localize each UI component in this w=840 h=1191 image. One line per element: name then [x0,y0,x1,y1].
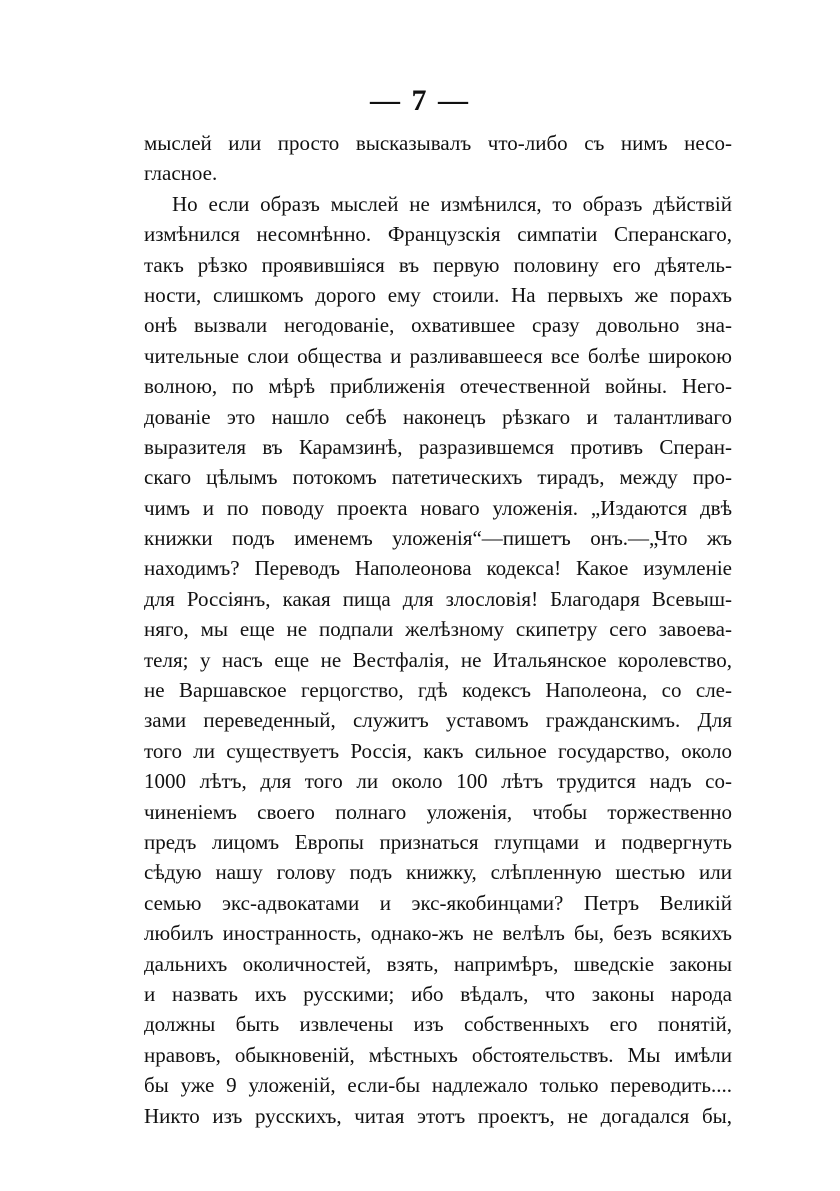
text-line: няго, мы еще не подпали желѣзному скипетру сего завоева- [144,617,732,642]
text-line: чительные слои общества и разливавшееся все болѣе широкою [144,343,732,368]
page-number: — 7 — [370,84,470,117]
text-line: не Варшавское герцогство, гдѣ кодексъ Наполеона, со сле- [144,678,732,703]
text-line: ности, слишкомъ дорого ему стоили. На первыхъ же порахъ [144,282,732,307]
text-line: находимъ? Переводъ Наполеонова кодекса! Какое изумленіе [144,556,732,581]
text-line: онѣ вызвали негодованіе, охватившее сразу довольно зна- [144,313,732,338]
text-line: 1000 лѣтъ, для того ли около 100 лѣтъ трудится надъ со- [144,769,732,794]
text-line: семью экс-адвокатами и экс-якобинцами? Петръ Великій [144,890,732,915]
text-line: бы уже 9 уложеній, если-бы надлежало только переводить.... [144,1073,732,1098]
text-line: измѣнился несомнѣнно. Французскія симпатіи Сперанскаго, [144,222,732,247]
text-line: любилъ иностранность, однако-жъ не велѣлъ бы, безъ всякихъ [144,921,732,946]
text-line: теля; у насъ еще не Вестфалія, не Итальянское королевство, [144,647,732,672]
text-line: должны быть извлечены изъ собственныхъ его понятій, [144,1012,732,1037]
text-line: для Россіянъ, какая пища для злословія! Благодаря Всевыш- [144,586,732,611]
text-line: сѣдую нашу голову подъ книжку, слѣпленную шестью или [144,860,732,885]
body-text [144,128,732,1131]
text-line: мыслей или просто высказывалъ что-либо съ нимъ несо- [144,131,732,155]
text-line: волною, по мѣрѣ приближенія отечественной войны. Него- [144,374,732,399]
text-line: и назвать ихъ русскими; ибо вѣдалъ, что законы народа [144,981,732,1006]
text-line: предъ лицомъ Европы признаться глупцами и подвергнуть [144,829,732,854]
text-line: дальнихъ околичностей, взять, напримѣръ, шведскіе законы [144,951,732,976]
text-line: книжки подъ именемъ уложенія“—пишетъ онъ.—„Что жъ [144,526,732,551]
text-line: скаго цѣлымъ потокомъ патетическихъ тирадъ, между про- [144,465,732,490]
text-line: чиненіемъ своего полнаго уложенія, чтобы торжественно [144,799,732,824]
text-line: того ли существуетъ Россія, какъ сильное государство, около [144,738,732,763]
text-line: дованіе это нашло себѣ наконецъ рѣзкаго и талантливаго [144,404,732,429]
text-line: зами переведенный, служитъ уставомъ гражданскимъ. Для [144,708,732,733]
text-line: гласное. [144,161,218,186]
text-line: Но если образъ мыслей не измѣнился, то образъ дѣйствій [172,191,732,216]
text-line: такъ рѣзко проявившіяся въ первую половину его дѣятель- [144,252,732,277]
text-line: выразителя въ Карамзинѣ, разразившемся противъ Сперан- [144,434,732,459]
text-line: нравовъ, обыкновеній, мѣстныхъ обстоятельствъ. Мы имѣли [144,1042,732,1067]
text-line: чимъ и по поводу проекта новаго уложенія. „Издаются двѣ [144,495,732,520]
text-line: Никто изъ русскихъ, читая этотъ проектъ, не догадался бы, [144,1103,732,1128]
